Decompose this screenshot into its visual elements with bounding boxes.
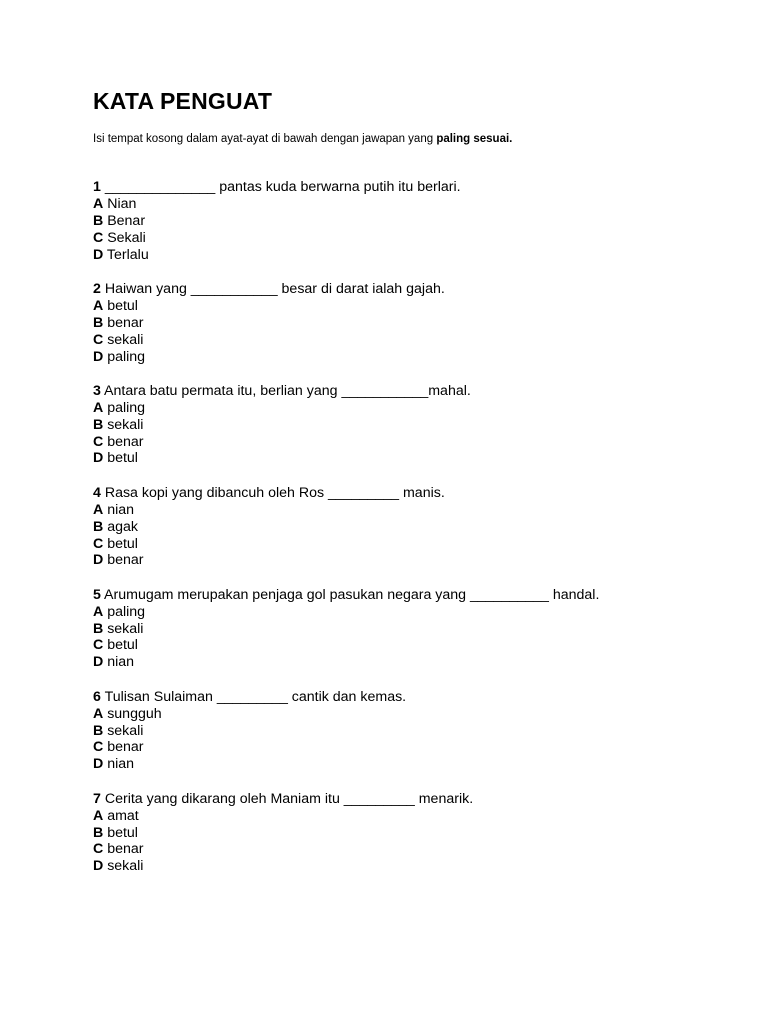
option-text: benar (103, 314, 144, 331)
option-letter: B (93, 314, 104, 331)
question-number: 7 (93, 790, 101, 807)
option-letter: C (93, 433, 104, 450)
option-letter: A (93, 297, 104, 314)
worksheet-page (93, 86, 733, 893)
option-c (93, 230, 733, 247)
option-letter: D (93, 654, 104, 671)
question-number: 1 (93, 179, 101, 195)
option-letter: D (93, 756, 104, 773)
option-text: agak (103, 518, 138, 535)
option-letter: D (93, 858, 104, 875)
option-letter: C (93, 331, 104, 348)
question-text: Arumugam merupakan penjaga gol pasukan negara yang __________ handal. (100, 586, 600, 603)
question-stem (93, 383, 733, 400)
question-text: Antara batu permata itu, berlian yang ___________mahal. (100, 382, 471, 399)
option-text: paling (103, 348, 146, 365)
option-d (93, 450, 733, 467)
option-c (93, 637, 733, 654)
option-letter: B (93, 212, 104, 229)
option-text: betul (103, 535, 138, 552)
option-d (93, 858, 733, 875)
instruction-bold: paling sesuai. (436, 133, 513, 145)
question-stem (93, 791, 733, 808)
option-text: nian (103, 654, 135, 671)
option-d (93, 756, 733, 773)
question-stem (93, 689, 733, 706)
option-text: benar (103, 739, 144, 756)
option-text: Nian (103, 195, 137, 212)
option-a (93, 706, 733, 723)
question-2 (93, 281, 733, 365)
option-text: betul (103, 637, 138, 654)
option-a (93, 808, 733, 825)
question-text: Haiwan yang ___________ besar di darat ialah gajah. (100, 280, 445, 297)
option-letter: B (93, 824, 104, 841)
option-letter: A (93, 399, 104, 416)
question-5 (93, 587, 733, 671)
option-c (93, 739, 733, 756)
option-d (93, 654, 733, 671)
question-text: ______________ pantas kuda berwarna putih itu berlari. (100, 179, 461, 195)
option-letter: B (93, 416, 104, 433)
question-number: 3 (93, 382, 101, 399)
option-text: Benar (103, 212, 146, 229)
question-stem (93, 281, 733, 298)
option-letter: C (93, 841, 104, 858)
option-letter: C (93, 739, 104, 756)
option-a (93, 400, 733, 417)
question-stem (93, 587, 733, 604)
option-a (93, 502, 733, 519)
instruction-text (93, 132, 733, 147)
option-text: benar (103, 552, 144, 569)
option-text: nian (103, 756, 135, 773)
option-text: benar (103, 433, 144, 450)
question-3 (93, 383, 733, 467)
question-number: 4 (93, 484, 101, 501)
option-text: betul (103, 450, 138, 467)
option-c (93, 332, 733, 349)
option-b (93, 723, 733, 740)
option-text: sekali (103, 416, 144, 433)
option-text: paling (103, 399, 146, 416)
option-text: sekali (103, 858, 144, 875)
question-number: 2 (93, 280, 101, 297)
option-letter: A (93, 195, 104, 212)
option-text: sekali (103, 722, 144, 739)
option-letter: B (93, 722, 104, 739)
option-c (93, 434, 733, 451)
option-d (93, 247, 733, 264)
question-stem (93, 179, 733, 196)
option-text: Terlalu (103, 246, 149, 263)
option-a (93, 298, 733, 315)
question-number: 5 (93, 586, 101, 603)
question-list (93, 179, 733, 875)
question-number: 6 (93, 688, 101, 705)
option-text: betul (103, 297, 138, 314)
option-letter: D (93, 246, 104, 263)
option-b (93, 621, 733, 638)
option-text: benar (103, 841, 144, 858)
option-text: betul (103, 824, 138, 841)
option-letter: B (93, 518, 104, 535)
option-b (93, 213, 733, 230)
question-text: Tulisan Sulaiman _________ cantik dan kemas. (100, 688, 407, 705)
option-letter: C (93, 229, 104, 246)
option-letter: C (93, 637, 104, 654)
option-c (93, 841, 733, 858)
option-a (93, 604, 733, 621)
option-letter: B (93, 620, 104, 637)
option-text: amat (103, 807, 139, 824)
question-text: Rasa kopi yang dibancuh oleh Ros _________ manis. (100, 484, 445, 501)
option-letter: D (93, 348, 104, 365)
option-d (93, 552, 733, 569)
option-b (93, 825, 733, 842)
instruction-plain: Isi tempat kosong dalam ayat-ayat di bawah dengan jawapan yang (93, 133, 437, 145)
option-letter: D (93, 450, 104, 467)
option-text: sungguh (103, 705, 162, 722)
option-letter: D (93, 552, 104, 569)
question-1 (93, 179, 733, 263)
option-letter: A (93, 807, 104, 824)
option-letter: A (93, 603, 104, 620)
option-text: nian (103, 501, 135, 518)
option-text: paling (103, 603, 146, 620)
option-letter: A (93, 501, 104, 518)
option-letter: C (93, 535, 104, 552)
option-b (93, 417, 733, 434)
question-7 (93, 791, 733, 875)
option-b (93, 315, 733, 332)
question-stem (93, 485, 733, 502)
option-c (93, 536, 733, 553)
question-text: Cerita yang dikarang oleh Maniam itu _________ menarik. (100, 790, 474, 807)
option-text: Sekali (103, 229, 146, 246)
option-b (93, 519, 733, 536)
option-d (93, 349, 733, 366)
option-a (93, 196, 733, 213)
option-letter: A (93, 705, 104, 722)
question-4 (93, 485, 733, 569)
option-text: sekali (103, 331, 144, 348)
page-title: KATA PENGUAT (93, 88, 273, 114)
option-text: sekali (103, 620, 144, 637)
question-6 (93, 689, 733, 773)
